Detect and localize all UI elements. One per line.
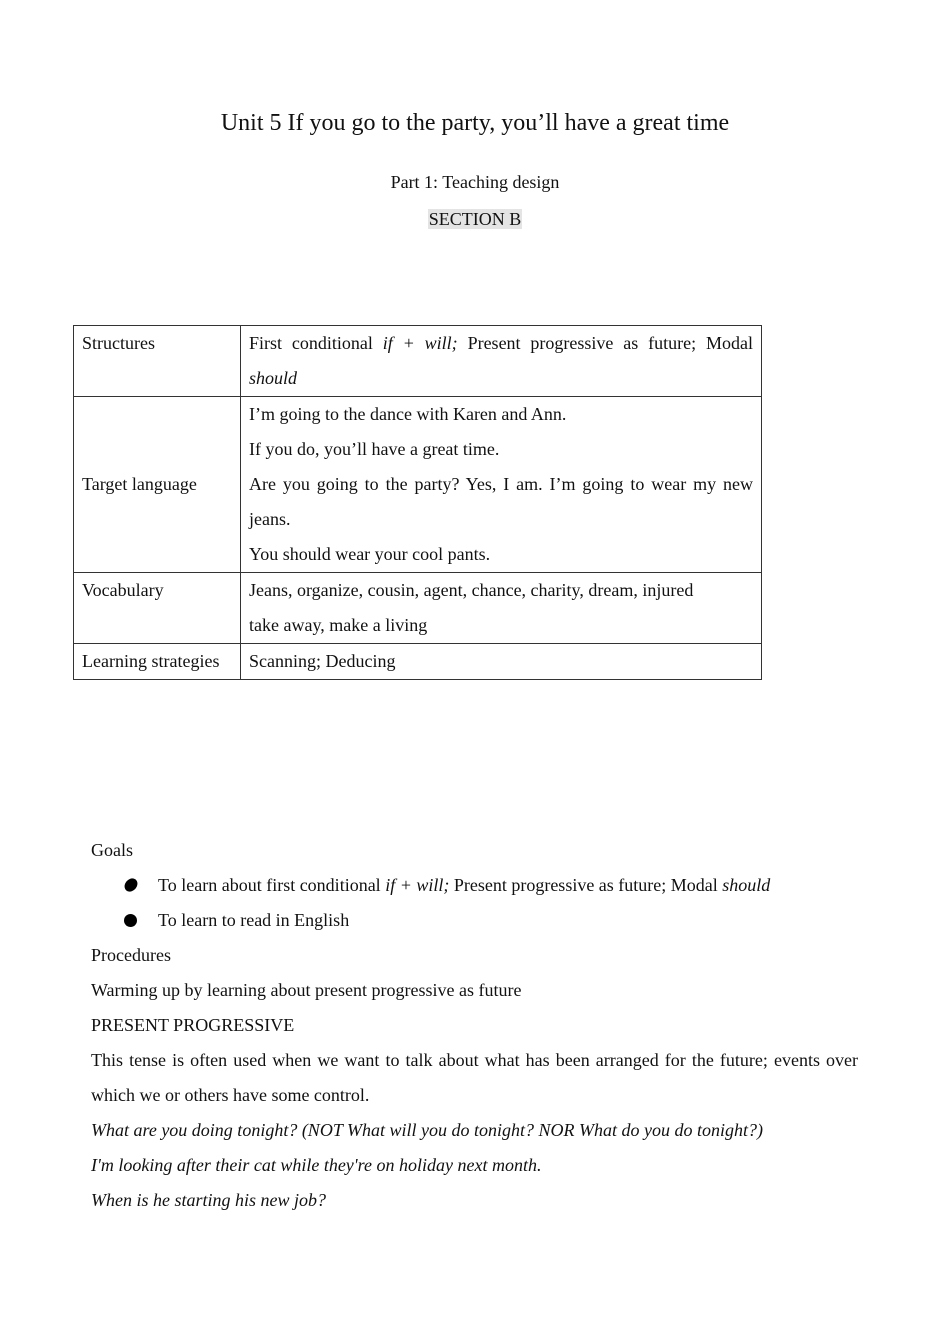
structures-content xyxy=(241,326,762,397)
vocabulary-content xyxy=(241,573,762,644)
learning-strategies-content: Scanning; Deducing xyxy=(241,644,762,680)
teaching-design-table xyxy=(73,325,762,680)
example-sentence: What are you doing tonight? (NOT What will you do tonight? NOR What do you do tonight?) xyxy=(91,1120,763,1140)
body-text xyxy=(91,833,858,1218)
section-heading xyxy=(0,209,950,230)
goals-heading: Goals xyxy=(91,840,133,860)
table-row-vocabulary xyxy=(74,573,762,644)
target-language-line: If you do, you’ll have a great time. xyxy=(249,439,500,459)
table-row-target-language xyxy=(74,397,762,573)
structures-label: Structures xyxy=(74,326,241,397)
vocabulary-label: Vocabulary xyxy=(74,573,241,644)
target-language-line: I’m going to the dance with Karen and Ann. xyxy=(249,404,567,424)
document-subtitle: Part 1: Teaching design xyxy=(390,172,560,192)
target-language-label: Target language xyxy=(74,397,241,573)
goal-item: To learn to read in English xyxy=(91,903,858,938)
table-row-structures xyxy=(74,326,762,397)
target-language-line: jeans. xyxy=(249,509,291,529)
target-language-line: You should wear your cool pants. xyxy=(249,544,491,564)
structures-line-2: should xyxy=(249,368,298,388)
tense-heading: PRESENT PROGRESSIVE xyxy=(91,1015,295,1035)
warmup-text: Warming up by learning about present progressive as future xyxy=(91,980,522,1000)
vocabulary-line: Jeans, organize, cousin, agent, chance, charity, dream, injured xyxy=(249,580,694,600)
learning-strategies-label: Learning strategies xyxy=(74,644,241,680)
example-sentence: I'm looking after their cat while they're on holiday next month. xyxy=(91,1155,542,1175)
document-title: Unit 5 If you go to the party, you’ll have a great time xyxy=(220,110,730,136)
target-language-content xyxy=(241,397,762,573)
procedures-heading: Procedures xyxy=(91,945,171,965)
goal-item: To learn about first conditional if + will; Present progressive as future; Modal should xyxy=(91,868,858,903)
vocabulary-line: take away, make a living xyxy=(249,615,428,635)
table-row-learning-strategies xyxy=(74,644,762,680)
example-sentence: When is he starting his new job? xyxy=(91,1190,326,1210)
bullet-icon xyxy=(124,914,137,927)
target-language-line: Are you going to the party? Yes, I am. I’m going to wear my new xyxy=(249,474,753,494)
bullet-icon xyxy=(122,877,140,894)
structures-line-1: First conditional if + will; Present progressive as future; Modal xyxy=(249,333,754,353)
section-label: SECTION B xyxy=(428,209,522,229)
tense-explanation: This tense is often used when we want to talk about what has been arranged for the future; events over which we or others have some control. xyxy=(91,1050,858,1105)
